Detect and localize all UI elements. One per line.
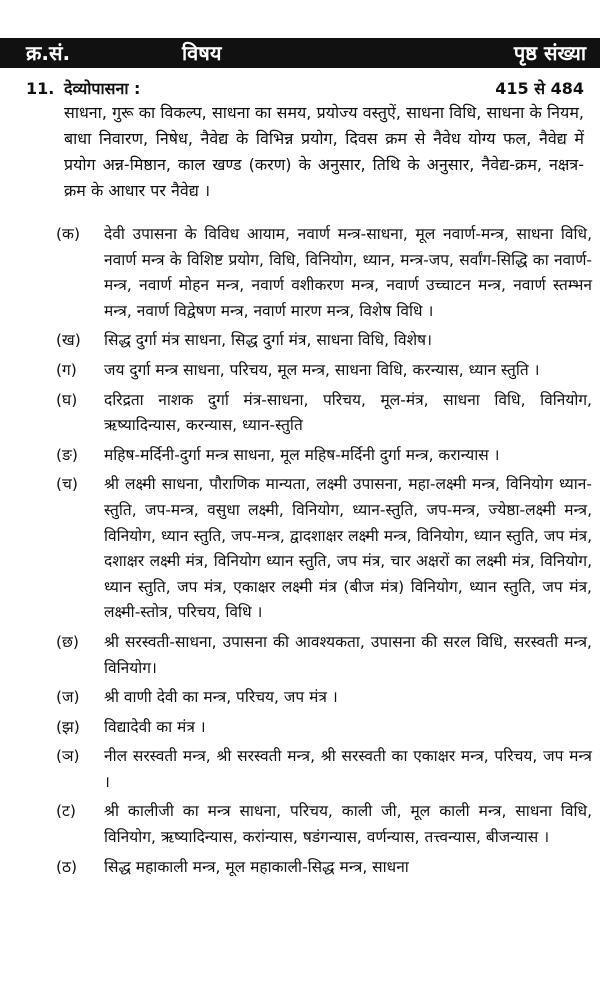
list-item-text: देवी उपासना के विविध आयाम, नवार्ण मन्त्र-साधना, मूल नवार्ण-मन्त्र, साधना विधि, नवार्ण मन्त्र के विशिष्ट प्रयोग, विधि, विनियोग, ध्यान, मन्त्र-जप, सर्वांग-सिद्धि का नवार्ण-मन्त्र, नवार्ण मोहन मन्त्र, नवार्ण वशीकरण मन्त्र, नवार्ण उच्चाटन मन्त्र, नवार्ण स्तम्भन मन्त्र, नवार्ण विद्वेषण मन्त्र, नवार्ण मारण मन्त्र, विशेष विधि । bbox=[104, 225, 592, 320]
list-item-text: सिद्ध महाकाली मन्त्र, मूल महाकाली-सिद्ध मन्त्र, साधना bbox=[104, 857, 409, 876]
list-item bbox=[56, 715, 592, 741]
list-item-text: दरिद्रता नाशक दुर्गा मंत्र-साधना, परिचय, मूल-मंत्र, साधना विधि, विनियोग, ऋष्यादिन्यास, करन्यास, ध्यान-स्तुति bbox=[104, 390, 592, 435]
list-item-text: विद्यादेवी का मंत्र । bbox=[104, 717, 206, 736]
sub-item-list bbox=[56, 222, 592, 884]
list-item-text: श्री सरस्वती-साधना, उपासना की आवश्यकता, उपासना की सरल विधि, सरस्वती मन्त्र, विनियोग। bbox=[104, 632, 592, 677]
list-item-label: (ख) bbox=[56, 331, 81, 350]
header-subject: विषय bbox=[182, 41, 222, 65]
list-item-label: (क) bbox=[56, 225, 80, 243]
table-header bbox=[0, 38, 600, 68]
list-item bbox=[56, 855, 592, 881]
list-item bbox=[56, 328, 592, 354]
list-item bbox=[56, 685, 592, 711]
entry-page-range: 415 से 484 bbox=[495, 79, 584, 98]
list-item bbox=[56, 472, 592, 626]
list-item-label: (ज) bbox=[56, 688, 80, 707]
list-item-text: महिष-मर्दिनी-दुर्गा मन्त्र साधना, मूल महिष-मर्दिनी दुर्गा मन्त्र, करान्यास । bbox=[104, 445, 500, 464]
list-item bbox=[56, 443, 592, 469]
entry-number: 11. bbox=[26, 79, 55, 98]
list-item-label: (घ) bbox=[56, 390, 78, 409]
entry-intro: साधना, गुरू का विकल्प, साधना का समय, प्रयोज्य वस्तुऐं, साधना विधि, साधना के नियम, बाधा निवारण, निषेध, नैवेद्य के विभिन्न प्रयोग, दिवस क्रम से नैवेध योग्य फल, नैवेद्य में प्रयोग अन्न-मिष्ठान, काल खण्ड (करण) के अनुसार, तिथि के अनुसार, नैवेद्य-क्रम, नक्षत्र-क्रम के आधार पर नैवेद्य । bbox=[64, 103, 584, 200]
list-item bbox=[56, 744, 592, 795]
list-item-text: श्री वाणी देवी का मन्त्र, परिचय, जप मंत्र । bbox=[104, 688, 338, 707]
list-item-text: श्री कालीजी का मन्त्र साधना, परिचय, काली जी, मूल काली मन्त्र, साधना विधि, विनियोग, ऋष्यादिन्यास, करांन्यास, षडंगन्यास, वर्णन्यास, तत्त्वन्यास, बीजन्यास । bbox=[104, 802, 592, 847]
list-item-label: (छ) bbox=[56, 632, 79, 651]
header-serial-number: क्र.सं. bbox=[26, 41, 71, 65]
list-item-text: श्री लक्ष्मी साधना, पौराणिक मान्यता, लक्ष्मी उपासना, महा-लक्ष्मी मन्त्र, विनियोग ध्यान-स्तुति, जप-मन्त्र, वसुधा लक्ष्मी, विनियोग, ध्यान-स्तुति, जप-मन्त्र, ज्येष्ठा-लक्ष्मी मन्त्र, विनियोग, ध्यान स्तुति, जप-मन्त्र, द्वादशाक्षर लक्ष्मी मन्त्र, विनियोग, ध्यान स्तुति, जप मंत्र, दशाक्षर लक्ष्मी मंत्र, विनियोग ध्यान स्तुति, जप मंत्र, चार अक्षरों का लक्ष्मी मंत्र, विनियोग, ध्यान स्तुति, जप मंत्र, एकाक्षर लक्ष्मी मंत्र (बीज मंत्र) विनियोग, ध्यान स्तुति, जप मंत्र, लक्ष्मी-स्तोत्र, परिचय, विधि । bbox=[104, 475, 592, 622]
list-item bbox=[56, 222, 592, 324]
list-item-label: (ट) bbox=[56, 802, 76, 821]
list-item bbox=[56, 358, 592, 384]
list-item-label: (ग) bbox=[56, 360, 77, 379]
entry-heading bbox=[0, 76, 600, 102]
entry-title: देव्योपासना : bbox=[64, 79, 141, 98]
list-item-label: (ङ) bbox=[56, 445, 78, 464]
header-page-count: पृष्ठ संख्या bbox=[513, 41, 586, 65]
list-item bbox=[56, 630, 592, 681]
list-item-text: जय दुर्गा मन्त्र साधना, परिचय, मूल मन्त्र, साधना विधि, करन्यास, ध्यान स्तुति । bbox=[104, 360, 540, 379]
list-item-label: (झ) bbox=[56, 717, 80, 736]
list-item-label: (च) bbox=[56, 475, 78, 494]
list-item-label: (ठ) bbox=[56, 857, 78, 876]
list-item bbox=[56, 388, 592, 439]
list-item-text: सिद्ध दुर्गा मंत्र साधना, सिद्ध दुर्गा मंत्र, साधना विधि, विशेष। bbox=[104, 331, 432, 350]
list-item-text: नील सरस्वती मन्त्र, श्री सरस्वती मन्त्र, श्री सरस्वती का एकाक्षर मन्त्र, परिचय, जप मन्त्र । bbox=[104, 747, 592, 791]
list-item bbox=[56, 799, 592, 850]
list-item-label: (ञ) bbox=[56, 747, 80, 766]
